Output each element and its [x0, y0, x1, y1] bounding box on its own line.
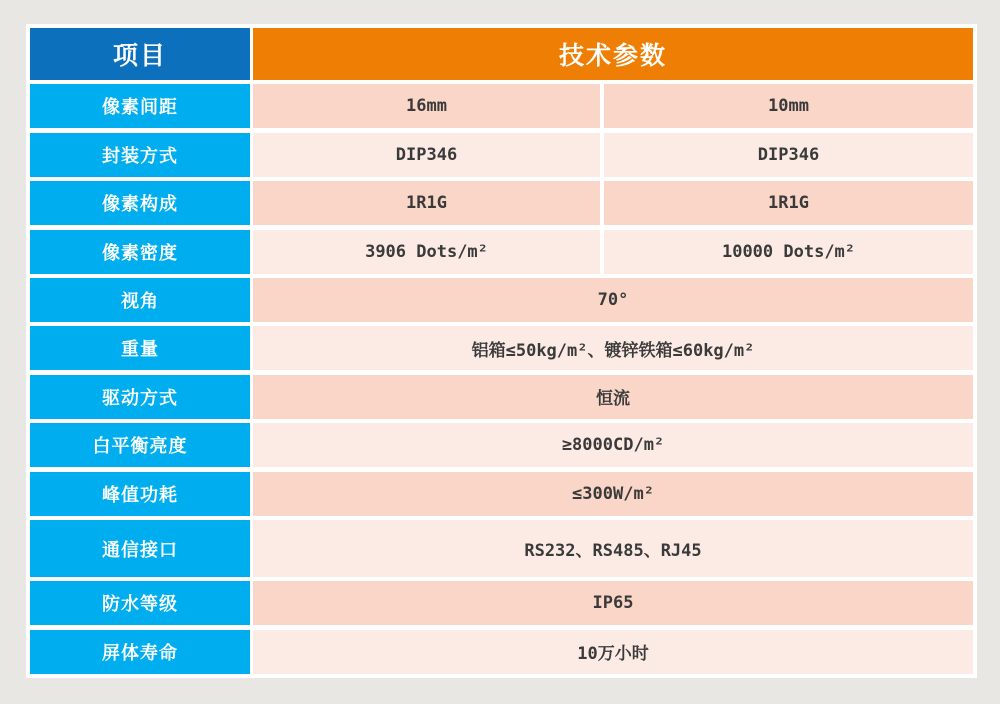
value-cell: 10000 Dots/m² — [604, 230, 973, 274]
value-cell: RS232、RS485、RJ45 — [253, 520, 973, 577]
row-label: 驱动方式 — [30, 375, 250, 419]
row-label: 像素构成 — [30, 181, 250, 225]
table-row-drive-method — [30, 375, 973, 419]
table-row-comm-interface — [30, 520, 973, 577]
table-row-pixel-density — [30, 230, 973, 274]
value-cell: 铝箱≤50kg/m²、镀锌铁箱≤60kg/m² — [253, 326, 973, 370]
row-label: 屏体寿命 — [30, 630, 250, 674]
header-params-cell — [253, 28, 973, 80]
value-cell: 70° — [253, 278, 973, 322]
row-label: 像素密度 — [30, 230, 250, 274]
row-label: 像素间距 — [30, 84, 250, 128]
row-label: 防水等级 — [30, 581, 250, 625]
value-cell: 1R1G — [253, 181, 600, 225]
table-header-row — [30, 28, 973, 80]
value-cell: 16mm — [253, 84, 600, 128]
row-label: 通信接口 — [30, 520, 250, 577]
table-row-viewing-angle — [30, 278, 973, 322]
table-row-peak-power — [30, 472, 973, 516]
header-params-label: 技术参数 — [558, 41, 667, 70]
value-cell: 3906 Dots/m² — [253, 230, 600, 274]
table-row-waterproof-rating — [30, 581, 973, 625]
row-label: 白平衡亮度 — [30, 423, 250, 467]
value-cell: 10万小时 — [253, 630, 973, 674]
spec-table — [26, 24, 977, 678]
header-item-label: 项目 — [112, 41, 167, 70]
value-cell: 10mm — [604, 84, 973, 128]
table-row-weight — [30, 326, 973, 370]
header-item-cell — [30, 28, 250, 80]
table-row-package-type — [30, 133, 973, 177]
row-label: 视角 — [30, 278, 250, 322]
value-cell: IP65 — [253, 581, 973, 625]
table-row-white-balance-brightness — [30, 423, 973, 467]
value-cell: DIP346 — [604, 133, 973, 177]
value-cell: DIP346 — [253, 133, 600, 177]
value-cell: ≥8000CD/m² — [253, 423, 973, 467]
row-label: 封装方式 — [30, 133, 250, 177]
row-label: 重量 — [30, 326, 250, 370]
value-cell: 恒流 — [253, 375, 973, 419]
row-label: 峰值功耗 — [30, 472, 250, 516]
value-cell: 1R1G — [604, 181, 973, 225]
table-row-pixel-pitch — [30, 84, 973, 128]
table-row-screen-lifespan — [30, 630, 973, 674]
value-cell: ≤300W/m² — [253, 472, 973, 516]
table-row-pixel-config — [30, 181, 973, 225]
